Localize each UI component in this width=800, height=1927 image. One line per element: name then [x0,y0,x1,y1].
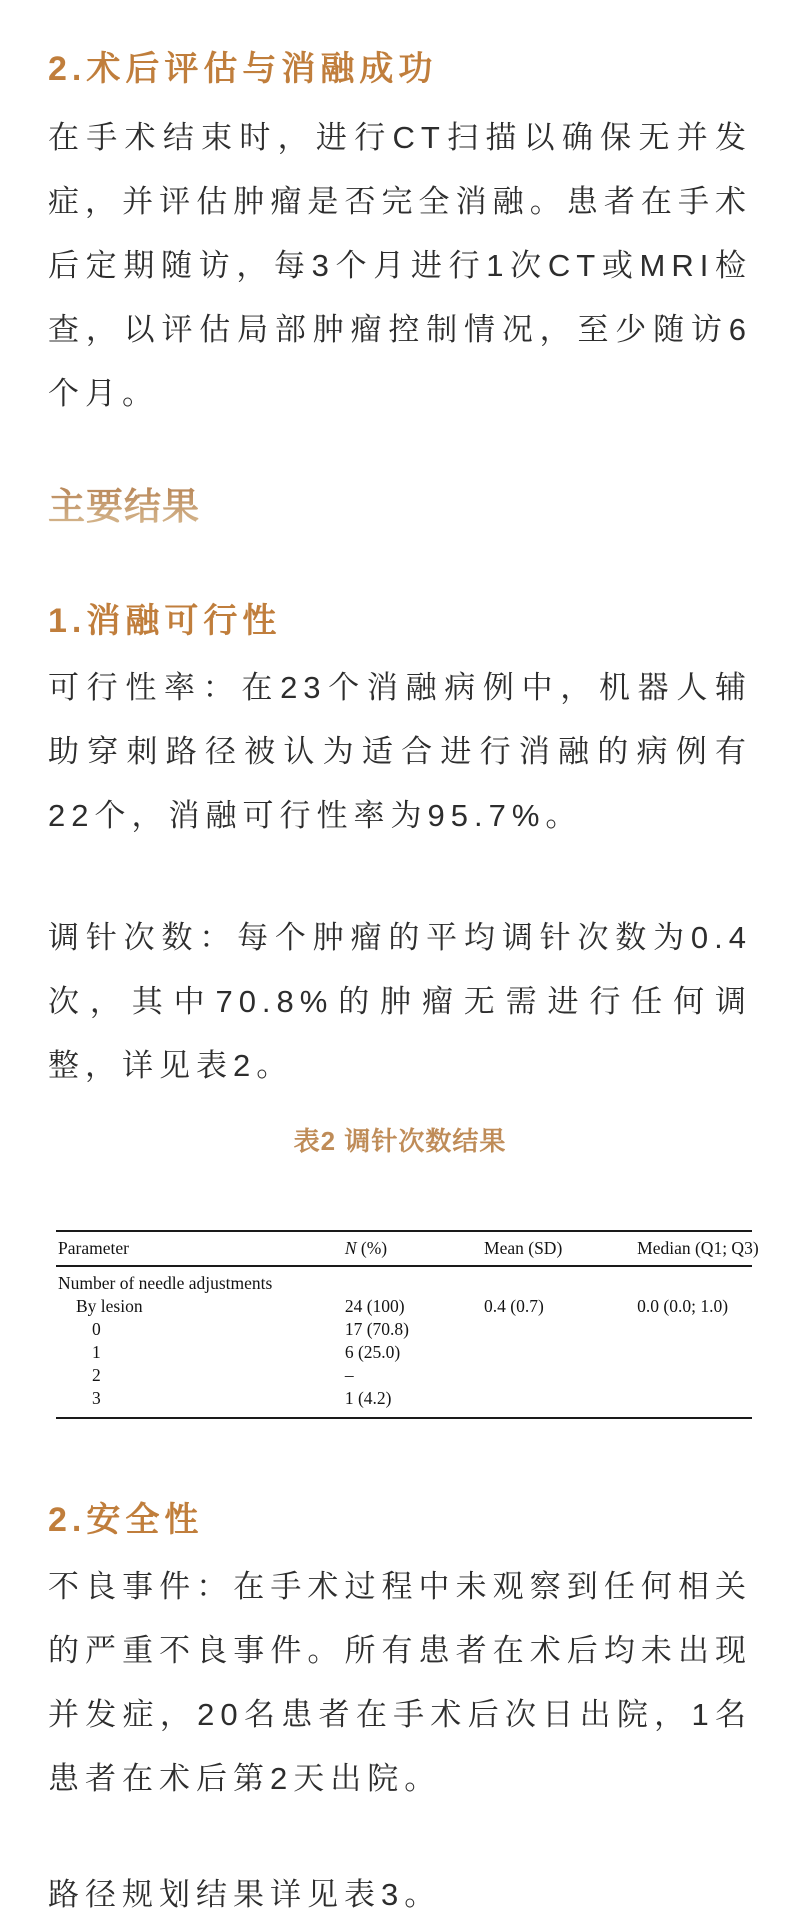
cell-n: 6 (25.0) [344,1342,401,1362]
table2 [56,1230,759,1419]
column-header-mean-sd: Mean (SD) [484,1231,637,1266]
table2-body [56,1266,752,1418]
cell-parameter: 3 [92,1388,101,1408]
table-row-adjustments-0 [56,1318,752,1341]
table-row-needle-adjustments-group [56,1266,752,1295]
table-row-adjustments-2 [56,1364,752,1387]
table2-caption: 表2 调针次数结果 [293,1126,507,1156]
cell-parameter: Number of needle adjustments [58,1273,273,1293]
cell-median: 0.0 (0.0; 1.0) [637,1296,729,1316]
cell-n: – [344,1365,354,1385]
main-results-title: 主要结果 [48,482,752,534]
cell-mean [484,1341,637,1364]
cell-mean [484,1318,637,1341]
postop-paragraph: 在手术结束时，进行CT扫描以确保无并发症，并评估肿瘤是否完全消融。患者在手术后定期随访，每3个月进行1次CT或MRI检查，以评估局部肿瘤控制情况，至少随访6个月。 [48,120,752,411]
section-heading-ablation-feasibility: 1.消融可行性 [48,602,282,640]
cell-mean: 0.4 (0.7) [484,1296,544,1316]
column-header-n-italic: N [344,1238,357,1258]
cell-parameter: By lesion [76,1296,143,1316]
column-header-parameter: Parameter [56,1231,345,1266]
section-heading-postop-evaluation: 2.术后评估与消融成功 [48,50,438,88]
cell-n: 24 (100) [344,1296,405,1316]
section-heading-safety: 2.安全性 [48,1501,204,1539]
cell-median [637,1364,752,1387]
table-row-adjustments-1 [56,1341,752,1364]
cell-mean [484,1364,637,1387]
cell-parameter: 0 [92,1319,101,1339]
cell-median [637,1318,752,1341]
cell-median [637,1387,752,1418]
column-header-n-rest: (%) [356,1238,388,1258]
table2-header-row [56,1231,752,1266]
cell-mean [484,1266,637,1295]
table-row-by-lesion [56,1295,752,1318]
cell-n: 1 (4.2) [344,1388,392,1408]
cell-mean [484,1387,637,1418]
column-header-n-percent [345,1231,484,1266]
needle-adjustment-paragraph: 调针次数：每个肿瘤的平均调针次数为0.4次，其中70.8%的肿瘤无需进行任何调整，详见表2。 [48,920,752,1083]
cell-n [345,1266,484,1295]
column-header-median-q1-q3: Median (Q1; Q3) [637,1231,752,1266]
cell-median [637,1266,752,1295]
feasibility-rate-paragraph: 可行性率：在23个消融病例中，机器人辅助穿刺路径被认为适合进行消融的病例有22个，消融可行性率为95.7%。 [48,670,752,833]
adverse-events-paragraph: 不良事件：在手术过程中未观察到任何相关的严重不良事件。所有患者在术后均未出现并发症，20名患者在手术后次日出院，1名患者在术后第2天出院。 [48,1569,752,1796]
path-planning-paragraph: 路径规划结果详见表3。 [48,1877,442,1912]
cell-parameter: 1 [92,1342,101,1362]
table-row-adjustments-3 [56,1387,752,1418]
cell-median [637,1341,752,1364]
cell-n: 17 (70.8) [344,1319,409,1339]
cell-parameter: 2 [92,1365,101,1385]
table2-header [56,1231,759,1266]
